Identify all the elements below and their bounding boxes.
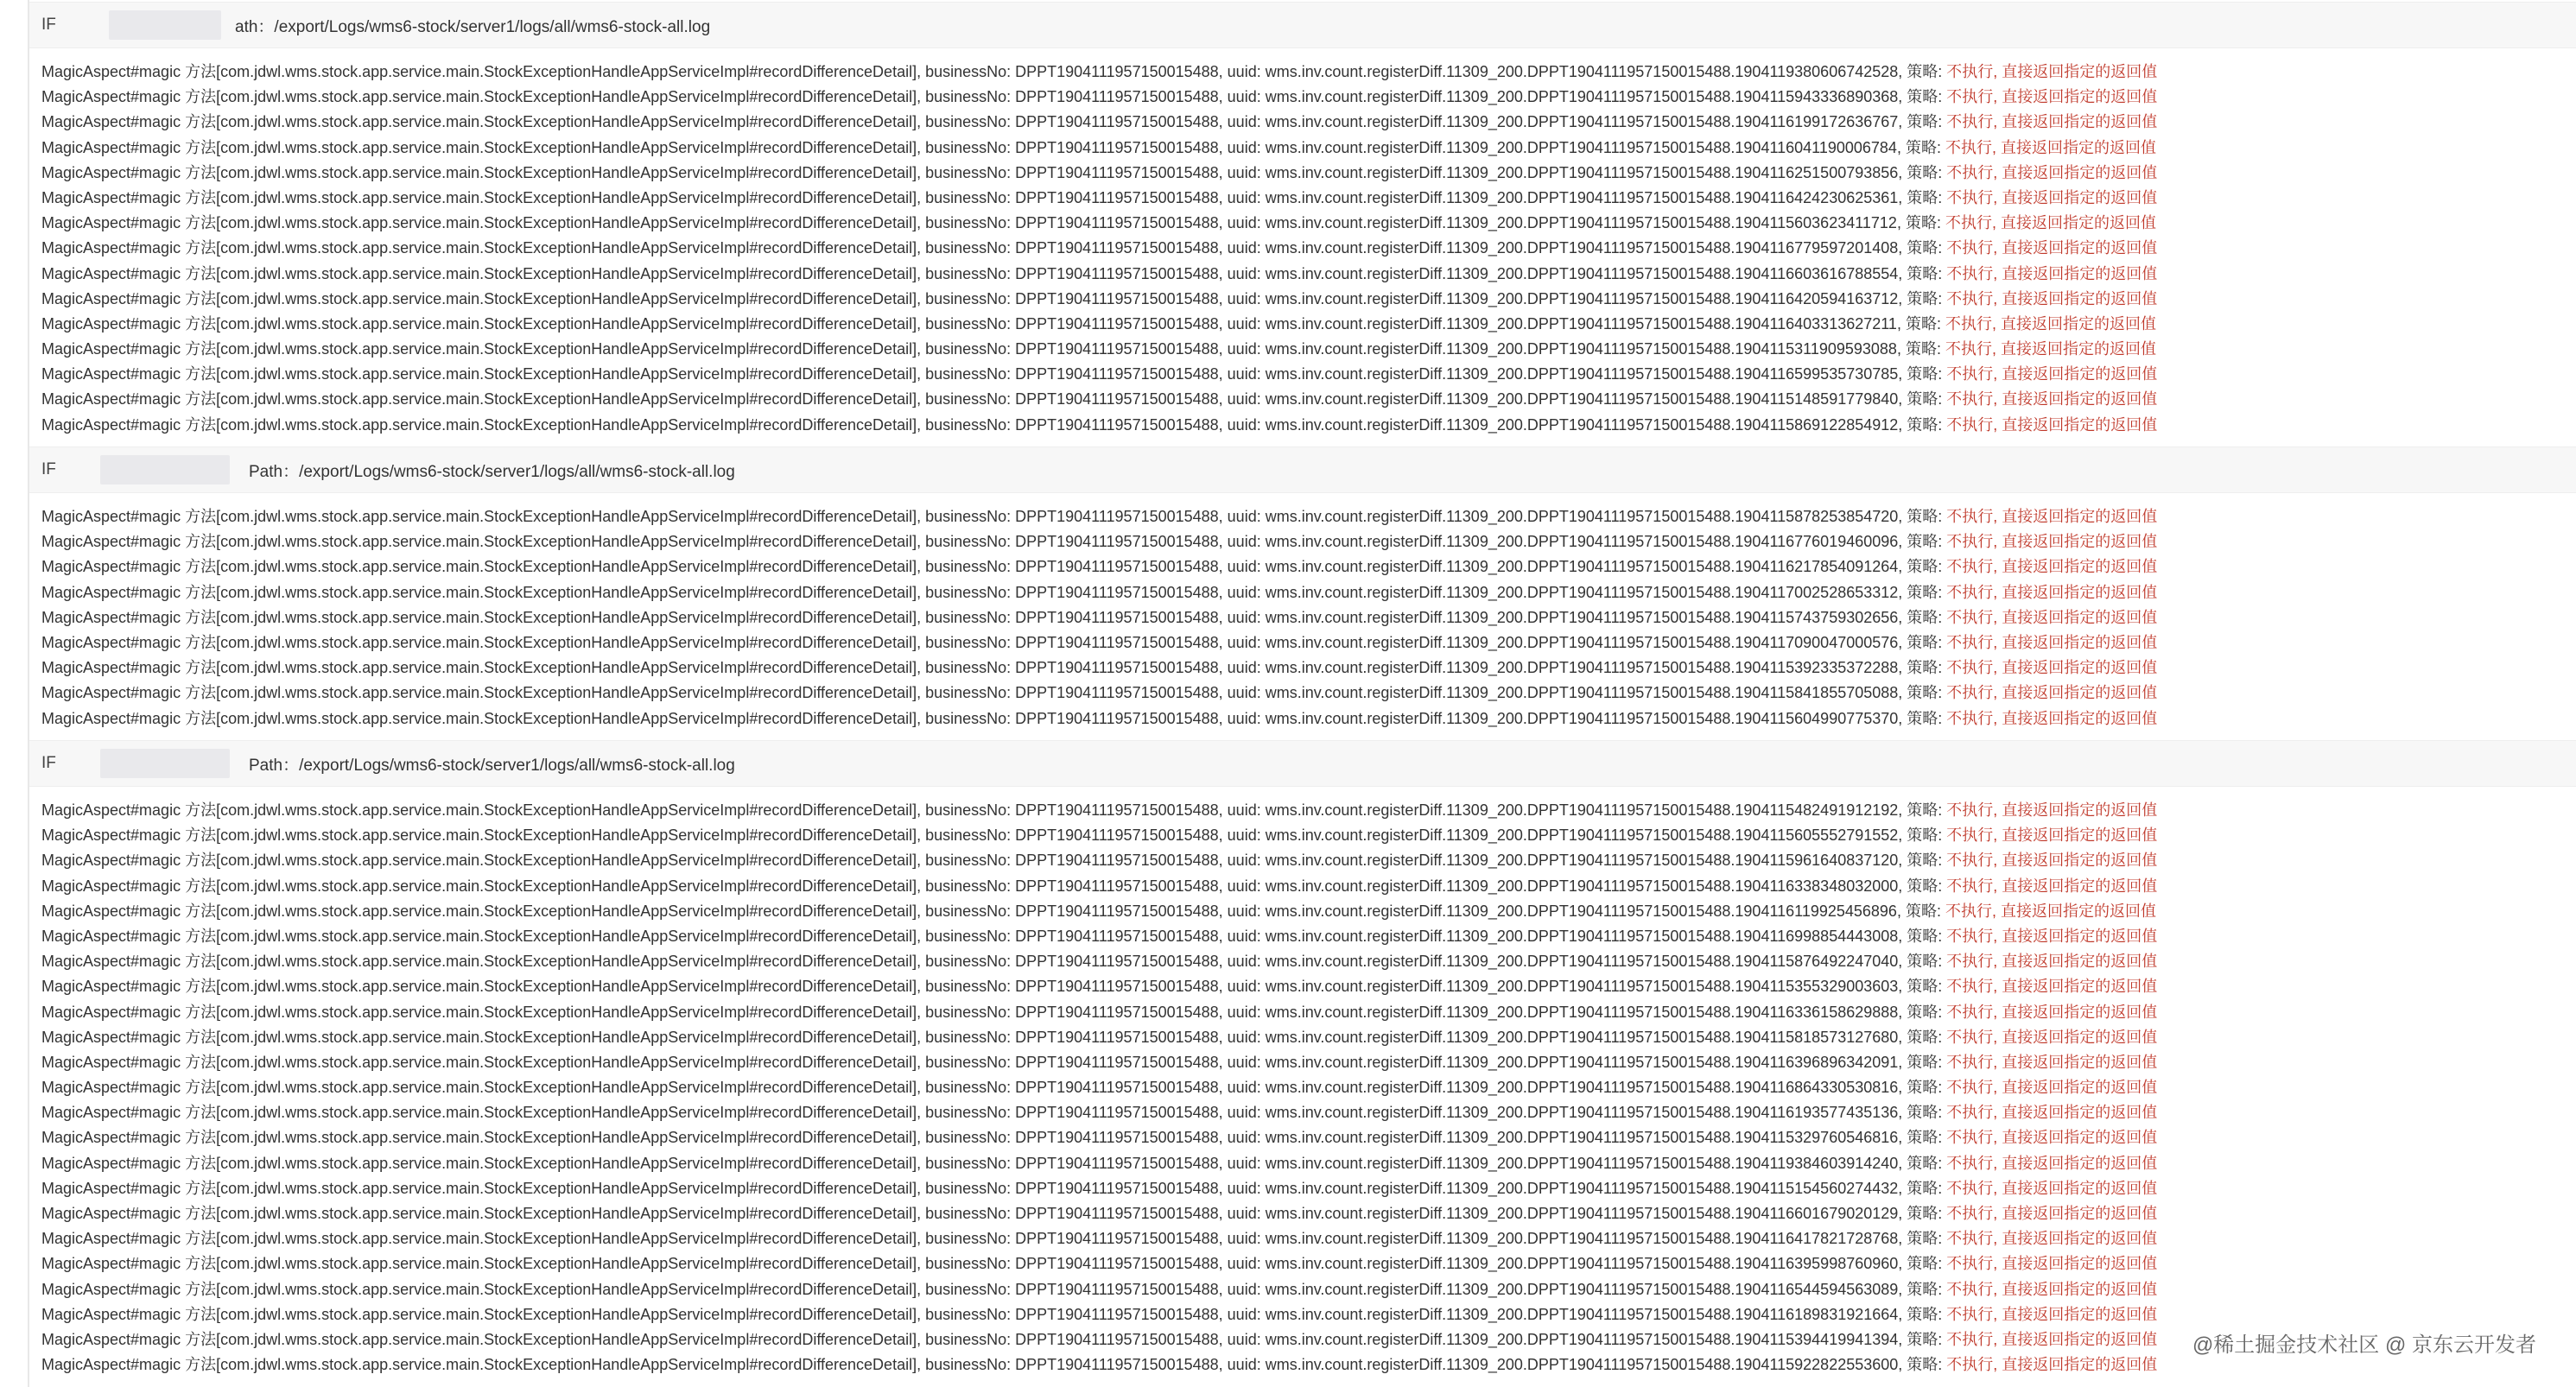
- log-line-text: MagicAspect#magic 方法[com.jdwl.wms.stock.app.service.main.StockExceptionHandleAppServiceImpl#recordDifferenceDetail], businessNo: DPPT1904111957150015488, uuid: wms.inv.count.registerDiff.11309_200.DPPT1904111957150015488.1904119380606742528, 策略:: [41, 63, 1947, 80]
- log-line-strategy: 不执行, 直接返回指定的返回值: [1946, 63, 2158, 80]
- log-block-header: [29, 446, 2576, 493]
- log-line: [29, 605, 2576, 630]
- log-line-text: MagicAspect#magic 方法[com.jdwl.wms.stock.app.service.main.StockExceptionHandleAppServiceImpl#recordDifferenceDetail], businessNo: DPPT1904111957150015488, uuid: wms.inv.count.registerDiff.11309_200.DPPT1904111957150015488.1904116864330530816, 策略:: [41, 1079, 1947, 1097]
- log-line: [29, 1302, 2576, 1327]
- log-line-text: MagicAspect#magic 方法[com.jdwl.wms.stock.app.service.main.StockExceptionHandleAppServiceImpl#recordDifferenceDetail], businessNo: DPPT1904111957150015488, uuid: wms.inv.count.registerDiff.11309_200.DPPT1904111957150015488.1904115603623411712, 策略:: [41, 214, 1945, 232]
- log-line-strategy: 不执行, 直接返回指定的返回值: [1946, 852, 2158, 870]
- log-line-strategy: 不执行, 直接返回指定的返回值: [1946, 927, 2158, 945]
- log-line: [29, 186, 2576, 211]
- log-line-strategy: 不执行, 直接返回指定的返回值: [1946, 826, 2158, 845]
- log-line: [29, 1277, 2576, 1302]
- log-line-strategy: 不执行, 直接返回指定的返回值: [1946, 1205, 2158, 1222]
- log-line-text: MagicAspect#magic 方法[com.jdwl.wms.stock.app.service.main.StockExceptionHandleAppServiceImpl#recordDifferenceDetail], businessNo: DPPT1904111957150015488, uuid: wms.inv.count.registerDiff.11309_200.DPPT1904111957150015488.1904117002528653312, 策略:: [41, 583, 1947, 601]
- log-lines: [29, 48, 2576, 438]
- log-line-text: MagicAspect#magic 方法[com.jdwl.wms.stock.app.service.main.StockExceptionHandleAppServiceImpl#recordDifferenceDetail], businessNo: DPPT1904111957150015488, uuid: wms.inv.count.registerDiff.11309_200.DPPT1904111957150015488.1904116998854443008, 策略:: [41, 927, 1947, 945]
- log-line-strategy: 不执行, 直接返回指定的返回值: [1946, 1330, 2158, 1348]
- log-line: [29, 387, 2576, 412]
- log-line-strategy: 不执行, 直接返回指定的返回值: [1946, 1255, 2158, 1273]
- ip-label: IF: [41, 460, 56, 478]
- log-line-strategy: 不执行, 直接返回指定的返回值: [1946, 659, 2158, 677]
- log-line-text: MagicAspect#magic 方法[com.jdwl.wms.stock.app.service.main.StockExceptionHandleAppServiceImpl#recordDifferenceDetail], businessNo: DPPT1904111957150015488, uuid: wms.inv.count.registerDiff.11309_200.DPPT1904111957150015488.1904116601679020129, 策略:: [41, 1205, 1947, 1222]
- log-line: [29, 262, 2576, 287]
- log-line: [29, 60, 2576, 85]
- log-line-text: MagicAspect#magic 方法[com.jdwl.wms.stock.app.service.main.StockExceptionHandleAppServiceImpl#recordDifferenceDetail], businessNo: DPPT1904111957150015488, uuid: wms.inv.count.registerDiff.11309_200.DPPT1904111957150015488.1904116395998760960, 策略:: [41, 1255, 1947, 1273]
- log-block: [29, 2, 2576, 438]
- log-line: [29, 823, 2576, 848]
- log-line-text: MagicAspect#magic 方法[com.jdwl.wms.stock.app.service.main.StockExceptionHandleAppServiceImpl#recordDifferenceDetail], businessNo: DPPT1904111957150015488, uuid: wms.inv.count.registerDiff.11309_200.DPPT1904111957150015488.1904116779597201408, 策略:: [41, 239, 1947, 257]
- log-line: [29, 949, 2576, 974]
- log-line-strategy: 不执行, 直接返回指定的返回值: [1946, 1104, 2158, 1122]
- log-line: [29, 85, 2576, 110]
- log-line-strategy: 不执行, 直接返回指定的返回值: [1946, 633, 2158, 651]
- log-line-text: MagicAspect#magic 方法[com.jdwl.wms.stock.app.service.main.StockExceptionHandleAppServiceImpl#recordDifferenceDetail], businessNo: DPPT1904111957150015488, uuid: wms.inv.count.registerDiff.11309_200.DPPT1904111957150015488.1904116189831921664, 策略:: [41, 1305, 1947, 1323]
- log-line: [29, 1125, 2576, 1150]
- log-line-text: MagicAspect#magic 方法[com.jdwl.wms.stock.app.service.main.StockExceptionHandleAppServiceImpl#recordDifferenceDetail], businessNo: DPPT1904111957150015488, uuid: wms.inv.count.registerDiff.11309_200.DPPT1904111957150015488.1904115818573127680, 策略:: [41, 1028, 1947, 1046]
- log-line-strategy: 不执行, 直接返回指定的返回值: [1946, 608, 2158, 626]
- log-path[interactable]: Path：/export/Logs/wms6-stock/server1/logs/all/wms6-stock-all.log: [249, 462, 735, 481]
- log-line: [29, 1151, 2576, 1176]
- log-line-text: MagicAspect#magic 方法[com.jdwl.wms.stock.app.service.main.StockExceptionHandleAppServiceImpl#recordDifferenceDetail], businessNo: DPPT1904111957150015488, uuid: wms.inv.count.registerDiff.11309_200.DPPT1904111957150015488.1904116217854091264, 策略:: [41, 558, 1947, 576]
- log-line-strategy: 不执行, 直接返回指定的返回值: [1946, 264, 2158, 282]
- log-line-strategy: 不执行, 直接返回指定的返回值: [1946, 1356, 2158, 1374]
- log-line-strategy: 不执行, 直接返回指定的返回值: [1946, 1179, 2158, 1197]
- log-line-strategy: 不执行, 直接返回指定的返回值: [1946, 390, 2158, 408]
- log-lines: [29, 493, 2576, 732]
- log-line-text: MagicAspect#magic 方法[com.jdwl.wms.stock.app.service.main.StockExceptionHandleAppServiceImpl#recordDifferenceDetail], businessNo: DPPT1904111957150015488, uuid: wms.inv.count.registerDiff.11309_200.DPPT1904111957150015488.1904116420594163712, 策略:: [41, 289, 1947, 307]
- log-line-strategy: 不执行, 直接返回指定的返回值: [1946, 415, 2158, 434]
- redacted-ip: [109, 10, 221, 40]
- log-line-text: MagicAspect#magic 方法[com.jdwl.wms.stock.app.service.main.StockExceptionHandleAppServiceImpl#recordDifferenceDetail], businessNo: DPPT1904111957150015488, uuid: wms.inv.count.registerDiff.11309_200.DPPT1904111957150015488.1904116544594563089, 策略:: [41, 1280, 1947, 1298]
- log-line-strategy: 不执行, 直接返回指定的返回值: [1946, 1230, 2158, 1248]
- log-line: [29, 337, 2576, 362]
- ip-label: IF: [41, 754, 56, 772]
- log-line-text: MagicAspect#magic 方法[com.jdwl.wms.stock.app.service.main.StockExceptionHandleAppServiceImpl#recordDifferenceDetail], businessNo: DPPT1904111957150015488, uuid: wms.inv.count.registerDiff.11309_200.DPPT1904111957150015488.1904115394419941394, 策略:: [41, 1330, 1947, 1348]
- log-line: [29, 798, 2576, 823]
- log-line-text: MagicAspect#magic 方法[com.jdwl.wms.stock.app.service.main.StockExceptionHandleAppServiceImpl#recordDifferenceDetail], businessNo: DPPT1904111957150015488, uuid: wms.inv.count.registerDiff.11309_200.DPPT1904111957150015488.1904115605552791552, 策略:: [41, 826, 1947, 845]
- ip-label: IF: [41, 16, 56, 34]
- log-line-text: MagicAspect#magic 方法[com.jdwl.wms.stock.app.service.main.StockExceptionHandleAppServiceImpl#recordDifferenceDetail], businessNo: DPPT1904111957150015488, uuid: wms.inv.count.registerDiff.11309_200.DPPT1904111957150015488.1904115876492247040, 策略:: [41, 953, 1947, 971]
- log-viewer: [28, 0, 2576, 1387]
- log-line-text: MagicAspect#magic 方法[com.jdwl.wms.stock.app.service.main.StockExceptionHandleAppServiceImpl#recordDifferenceDetail], businessNo: DPPT1904111957150015488, uuid: wms.inv.count.registerDiff.11309_200.DPPT1904111957150015488.1904115392335372288, 策略:: [41, 659, 1947, 677]
- log-line: [29, 1201, 2576, 1226]
- log-line: [29, 1000, 2576, 1025]
- log-line-text: MagicAspect#magic 方法[com.jdwl.wms.stock.app.service.main.StockExceptionHandleAppServiceImpl#recordDifferenceDetail], businessNo: DPPT1904111957150015488, uuid: wms.inv.count.registerDiff.11309_200.DPPT1904111957150015488.1904116599535730785, 策略:: [41, 365, 1947, 383]
- log-line-strategy: 不执行, 直接返回指定的返回值: [1946, 978, 2158, 996]
- log-line-text: MagicAspect#magic 方法[com.jdwl.wms.stock.app.service.main.StockExceptionHandleAppServiceImpl#recordDifferenceDetail], businessNo: DPPT1904111957150015488, uuid: wms.inv.count.registerDiff.11309_200.DPPT1904111957150015488.1904115148591779840, 策略:: [41, 390, 1947, 408]
- log-line-strategy: 不执行, 直接返回指定的返回值: [1945, 214, 2156, 232]
- log-line-text: MagicAspect#magic 方法[com.jdwl.wms.stock.app.service.main.StockExceptionHandleAppServiceImpl#recordDifferenceDetail], businessNo: DPPT1904111957150015488, uuid: wms.inv.count.registerDiff.11309_200.DPPT1904111957150015488.1904116199172636767, 策略:: [41, 113, 1947, 131]
- log-line-text: MagicAspect#magic 方法[com.jdwl.wms.stock.app.service.main.StockExceptionHandleAppServiceImpl#recordDifferenceDetail], businessNo: DPPT1904111957150015488, uuid: wms.inv.count.registerDiff.11309_200.DPPT1904111957150015488.1904117090047000576, 策略:: [41, 633, 1947, 651]
- log-line-strategy: 不执行, 直接返回指定的返回值: [1946, 113, 2158, 131]
- log-line-strategy: 不执行, 直接返回指定的返回值: [1946, 801, 2158, 819]
- log-line: [29, 236, 2576, 261]
- log-line: [29, 1075, 2576, 1100]
- log-line-strategy: 不执行, 直接返回指定的返回值: [1946, 1280, 2158, 1298]
- log-line-text: MagicAspect#magic 方法[com.jdwl.wms.stock.app.service.main.StockExceptionHandleAppServiceImpl#recordDifferenceDetail], businessNo: DPPT1904111957150015488, uuid: wms.inv.count.registerDiff.11309_200.DPPT1904111957150015488.1904115943336890368, 策略:: [41, 88, 1947, 106]
- log-line-strategy: 不执行, 直接返回指定的返回值: [1946, 684, 2158, 702]
- log-line-strategy: 不执行, 直接返回指定的返回值: [1946, 239, 2158, 257]
- log-line: [29, 136, 2576, 161]
- log-line-text: MagicAspect#magic 方法[com.jdwl.wms.stock.app.service.main.StockExceptionHandleAppServiceImpl#recordDifferenceDetail], businessNo: DPPT1904111957150015488, uuid: wms.inv.count.registerDiff.11309_200.DPPT1904111957150015488.1904116193577435136, 策略:: [41, 1104, 1947, 1122]
- log-line: [29, 287, 2576, 312]
- log-line-text: MagicAspect#magic 方法[com.jdwl.wms.stock.app.service.main.StockExceptionHandleAppServiceImpl#recordDifferenceDetail], businessNo: DPPT1904111957150015488, uuid: wms.inv.count.registerDiff.11309_200.DPPT1904111957150015488.1904116336158629888, 策略:: [41, 1003, 1947, 1021]
- log-line-text: MagicAspect#magic 方法[com.jdwl.wms.stock.app.service.main.StockExceptionHandleAppServiceImpl#recordDifferenceDetail], businessNo: DPPT1904111957150015488, uuid: wms.inv.count.registerDiff.11309_200.DPPT1904111957150015488.1904116041190006784, 策略:: [41, 138, 1945, 156]
- log-line-strategy: 不执行, 直接返回指定的返回值: [1945, 902, 2156, 920]
- log-line: [29, 1251, 2576, 1276]
- log-line-text: MagicAspect#magic 方法[com.jdwl.wms.stock.app.service.main.StockExceptionHandleAppServiceImpl#recordDifferenceDetail], businessNo: DPPT1904111957150015488, uuid: wms.inv.count.registerDiff.11309_200.DPPT1904111957150015488.1904116424230625361, 策略:: [41, 188, 1947, 206]
- log-line-strategy: 不执行, 直接返回指定的返回值: [1946, 583, 2158, 601]
- log-line-strategy: 不执行, 直接返回指定的返回值: [1946, 709, 2158, 727]
- log-line: [29, 161, 2576, 186]
- log-line-strategy: 不执行, 直接返回指定的返回值: [1946, 365, 2158, 383]
- log-line-strategy: 不执行, 直接返回指定的返回值: [1946, 289, 2158, 307]
- log-line-strategy: 不执行, 直接返回指定的返回值: [1946, 533, 2158, 551]
- log-line: [29, 1176, 2576, 1201]
- log-line-strategy: 不执行, 直接返回指定的返回值: [1946, 1305, 2158, 1323]
- log-line: [29, 1050, 2576, 1075]
- log-line: [29, 110, 2576, 135]
- log-line-text: MagicAspect#magic 方法[com.jdwl.wms.stock.app.service.main.StockExceptionHandleAppServiceImpl#recordDifferenceDetail], businessNo: DPPT1904111957150015488, uuid: wms.inv.count.registerDiff.11309_200.DPPT1904111957150015488.1904115922822553600, 策略:: [41, 1356, 1947, 1374]
- log-line: [29, 211, 2576, 236]
- log-line-text: MagicAspect#magic 方法[com.jdwl.wms.stock.app.service.main.StockExceptionHandleAppServiceImpl#recordDifferenceDetail], businessNo: DPPT1904111957150015488, uuid: wms.inv.count.registerDiff.11309_200.DPPT1904111957150015488.1904115961640837120, 策略:: [41, 852, 1947, 870]
- log-line-text: MagicAspect#magic 方法[com.jdwl.wms.stock.app.service.main.StockExceptionHandleAppServiceImpl#recordDifferenceDetail], businessNo: DPPT1904111957150015488, uuid: wms.inv.count.registerDiff.11309_200.DPPT1904111957150015488.1904115878253854720, 策略:: [41, 508, 1947, 525]
- log-line: [29, 1100, 2576, 1125]
- log-line-text: MagicAspect#magic 方法[com.jdwl.wms.stock.app.service.main.StockExceptionHandleAppServiceImpl#recordDifferenceDetail], businessNo: DPPT1904111957150015488, uuid: wms.inv.count.registerDiff.11309_200.DPPT1904111957150015488.1904115743759302656, 策略:: [41, 608, 1947, 626]
- site-watermark: @稀土掘金技术社区 @ 京东云开发者: [2187, 1326, 2541, 1359]
- log-line-strategy: 不执行, 直接返回指定的返回值: [1946, 1079, 2158, 1097]
- log-block-header: [29, 740, 2576, 787]
- log-line: [29, 681, 2576, 706]
- log-line-text: MagicAspect#magic 方法[com.jdwl.wms.stock.app.service.main.StockExceptionHandleAppServiceImpl#recordDifferenceDetail], businessNo: DPPT1904111957150015488, uuid: wms.inv.count.registerDiff.11309_200.DPPT1904111957150015488.1904116603616788554, 策略:: [41, 264, 1947, 282]
- log-line-text: MagicAspect#magic 方法[com.jdwl.wms.stock.app.service.main.StockExceptionHandleAppServiceImpl#recordDifferenceDetail], businessNo: DPPT1904111957150015488, uuid: wms.inv.count.registerDiff.11309_200.DPPT1904111957150015488.1904115311909593088, 策略:: [41, 340, 1945, 358]
- log-line: [29, 413, 2576, 438]
- log-line-strategy: 不执行, 直接返回指定的返回值: [1946, 1003, 2158, 1021]
- log-line: [29, 529, 2576, 554]
- log-line-text: MagicAspect#magic 方法[com.jdwl.wms.stock.app.service.main.StockExceptionHandleAppServiceImpl#recordDifferenceDetail], businessNo: DPPT1904111957150015488, uuid: wms.inv.count.registerDiff.11309_200.DPPT1904111957150015488.1904115154560274432, 策略:: [41, 1179, 1947, 1197]
- log-block-header: [29, 2, 2576, 48]
- log-line-text: MagicAspect#magic 方法[com.jdwl.wms.stock.app.service.main.StockExceptionHandleAppServiceImpl#recordDifferenceDetail], businessNo: DPPT1904111957150015488, uuid: wms.inv.count.registerDiff.11309_200.DPPT1904111957150015488.1904115604990775370, 策略:: [41, 709, 1947, 727]
- log-line: [29, 706, 2576, 732]
- log-line-text: MagicAspect#magic 方法[com.jdwl.wms.stock.app.service.main.StockExceptionHandleAppServiceImpl#recordDifferenceDetail], businessNo: DPPT1904111957150015488, uuid: wms.inv.count.registerDiff.11309_200.DPPT1904111957150015488.1904116119925456896, 策略:: [41, 902, 1945, 920]
- log-line-strategy: 不执行, 直接返回指定的返回值: [1946, 1154, 2158, 1172]
- log-line-strategy: 不执行, 直接返回指定的返回值: [1946, 877, 2158, 895]
- log-line-text: MagicAspect#magic 方法[com.jdwl.wms.stock.app.service.main.StockExceptionHandleAppServiceImpl#recordDifferenceDetail], businessNo: DPPT1904111957150015488, uuid: wms.inv.count.registerDiff.11309_200.DPPT1904111957150015488.1904115869122854912, 策略:: [41, 415, 1947, 434]
- log-line-strategy: 不执行, 直接返回指定的返回值: [1946, 1053, 2158, 1071]
- log-line: [29, 504, 2576, 529]
- redacted-ip: [100, 455, 230, 484]
- log-line-text: MagicAspect#magic 方法[com.jdwl.wms.stock.app.service.main.StockExceptionHandleAppServiceImpl#recordDifferenceDetail], businessNo: DPPT1904111957150015488, uuid: wms.inv.count.registerDiff.11309_200.DPPT1904111957150015488.1904115355329003603, 策略:: [41, 978, 1947, 996]
- redacted-ip: [100, 749, 230, 778]
- log-line: [29, 848, 2576, 873]
- log-line: [29, 630, 2576, 656]
- log-line: [29, 656, 2576, 681]
- log-line: [29, 974, 2576, 999]
- log-line-text: MagicAspect#magic 方法[com.jdwl.wms.stock.app.service.main.StockExceptionHandleAppServiceImpl#recordDifferenceDetail], businessNo: DPPT1904111957150015488, uuid: wms.inv.count.registerDiff.11309_200.DPPT1904111957150015488.1904116403313627211, 策略:: [41, 314, 1945, 332]
- log-line-text: MagicAspect#magic 方法[com.jdwl.wms.stock.app.service.main.StockExceptionHandleAppServiceImpl#recordDifferenceDetail], businessNo: DPPT1904111957150015488, uuid: wms.inv.count.registerDiff.11309_200.DPPT1904111957150015488.1904116251500793856, 策略:: [41, 163, 1947, 181]
- log-line-strategy: 不执行, 直接返回指定的返回值: [1946, 1028, 2158, 1046]
- log-line-strategy: 不执行, 直接返回指定的返回值: [1946, 88, 2158, 106]
- log-line-strategy: 不执行, 直接返回指定的返回值: [1946, 953, 2158, 971]
- log-line-strategy: 不执行, 直接返回指定的返回值: [1946, 163, 2158, 181]
- log-line-text: MagicAspect#magic 方法[com.jdwl.wms.stock.app.service.main.StockExceptionHandleAppServiceImpl#recordDifferenceDetail], businessNo: DPPT1904111957150015488, uuid: wms.inv.count.registerDiff.11309_200.DPPT1904111957150015488.1904115329760546816, 策略:: [41, 1129, 1947, 1147]
- log-line-strategy: 不执行, 直接返回指定的返回值: [1946, 508, 2158, 525]
- log-line-text: MagicAspect#magic 方法[com.jdwl.wms.stock.app.service.main.StockExceptionHandleAppServiceImpl#recordDifferenceDetail], businessNo: DPPT1904111957150015488, uuid: wms.inv.count.registerDiff.11309_200.DPPT1904111957150015488.1904115482491912192, 策略:: [41, 801, 1947, 819]
- log-line: [29, 580, 2576, 605]
- log-line-text: MagicAspect#magic 方法[com.jdwl.wms.stock.app.service.main.StockExceptionHandleAppServiceImpl#recordDifferenceDetail], businessNo: DPPT1904111957150015488, uuid: wms.inv.count.registerDiff.11309_200.DPPT1904111957150015488.1904115841855705088, 策略:: [41, 684, 1947, 702]
- log-path[interactable]: ath：/export/Logs/wms6-stock/server1/logs/all/wms6-stock-all.log: [235, 17, 711, 36]
- log-line: [29, 312, 2576, 337]
- log-line-strategy: 不执行, 直接返回指定的返回值: [1946, 558, 2158, 576]
- log-line-strategy: 不执行, 直接返回指定的返回值: [1945, 138, 2156, 156]
- log-lines: [29, 787, 2576, 1378]
- log-line-text: MagicAspect#magic 方法[com.jdwl.wms.stock.app.service.main.StockExceptionHandleAppServiceImpl#recordDifferenceDetail], businessNo: DPPT1904111957150015488, uuid: wms.inv.count.registerDiff.11309_200.DPPT1904111957150015488.1904116338348032000, 策略:: [41, 877, 1947, 895]
- log-line: [29, 924, 2576, 949]
- log-line-text: MagicAspect#magic 方法[com.jdwl.wms.stock.app.service.main.StockExceptionHandleAppServiceImpl#recordDifferenceDetail], businessNo: DPPT1904111957150015488, uuid: wms.inv.count.registerDiff.11309_200.DPPT1904111957150015488.1904116396896342091, 策略:: [41, 1053, 1947, 1071]
- log-line: [29, 899, 2576, 924]
- log-line-text: MagicAspect#magic 方法[com.jdwl.wms.stock.app.service.main.StockExceptionHandleAppServiceImpl#recordDifferenceDetail], businessNo: DPPT1904111957150015488, uuid: wms.inv.count.registerDiff.11309_200.DPPT1904111957150015488.1904119384603914240, 策略:: [41, 1154, 1947, 1172]
- log-line-strategy: 不执行, 直接返回指定的返回值: [1945, 314, 2156, 332]
- log-path[interactable]: Path：/export/Logs/wms6-stock/server1/logs/all/wms6-stock-all.log: [249, 756, 735, 775]
- log-line-strategy: 不执行, 直接返回指定的返回值: [1946, 1129, 2158, 1147]
- log-line: [29, 554, 2576, 580]
- log-line-text: MagicAspect#magic 方法[com.jdwl.wms.stock.app.service.main.StockExceptionHandleAppServiceImpl#recordDifferenceDetail], businessNo: DPPT1904111957150015488, uuid: wms.inv.count.registerDiff.11309_200.DPPT1904111957150015488.1904116776019460096, 策略:: [41, 533, 1947, 551]
- log-line: [29, 362, 2576, 387]
- log-block: [29, 446, 2576, 732]
- log-block: [29, 740, 2576, 1378]
- log-line: [29, 1226, 2576, 1251]
- log-line-text: MagicAspect#magic 方法[com.jdwl.wms.stock.app.service.main.StockExceptionHandleAppServiceImpl#recordDifferenceDetail], businessNo: DPPT1904111957150015488, uuid: wms.inv.count.registerDiff.11309_200.DPPT1904111957150015488.1904116417821728768, 策略:: [41, 1230, 1947, 1248]
- log-line-strategy: 不执行, 直接返回指定的返回值: [1946, 188, 2158, 206]
- log-line-strategy: 不执行, 直接返回指定的返回值: [1945, 340, 2156, 358]
- log-line: [29, 1025, 2576, 1050]
- log-line: [29, 874, 2576, 899]
